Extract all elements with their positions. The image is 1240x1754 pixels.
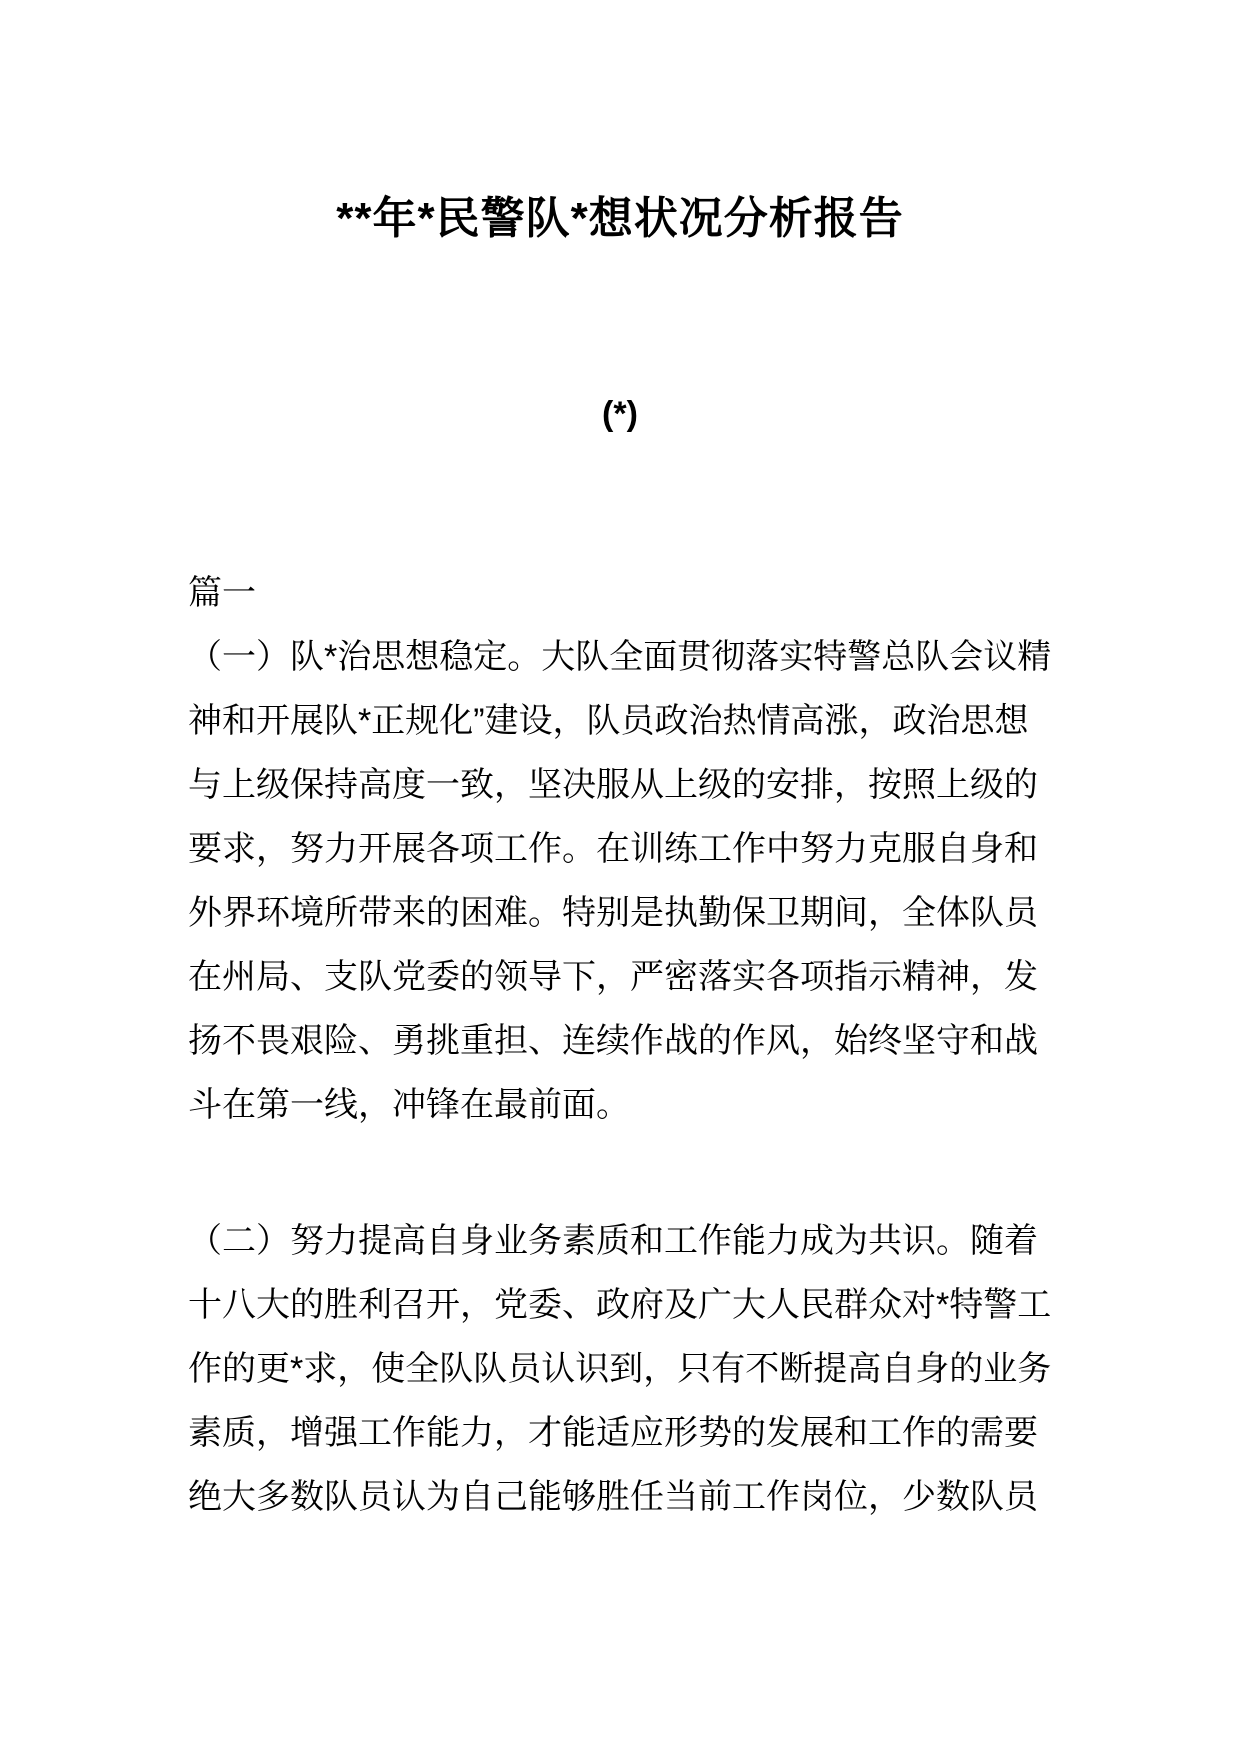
text-line: 外界环境所带来的困难。特别是执勤保卫期间，全体队员 bbox=[188, 894, 1038, 932]
text-line: 素质，增强工作能力，才能适应形势的发展和工作的需要 bbox=[188, 1414, 1038, 1452]
paragraph-1 bbox=[188, 625, 1052, 1137]
text-line: 扬不畏艰险、勇挑重担、连续作战的作风，始终坚守和战 bbox=[188, 1022, 1038, 1060]
document-subtitle: (*) bbox=[602, 395, 638, 433]
text-line: 要求，努力开展各项工作。在训练工作中努力克服自身和 bbox=[188, 830, 1038, 868]
text-line: （一）队*治思想稳定。大队全面贯彻落实特警总队会议精 bbox=[188, 638, 1052, 676]
text-line: 作的更*求，使全队队员认识到，只有不断提高自身的业务 bbox=[188, 1350, 1052, 1388]
text-line: 绝大多数队员认为自己能够胜任当前工作岗位，少数队员 bbox=[188, 1478, 1038, 1516]
text-line: 十八大的胜利召开，党委、政府及广大人民群众对*特警工 bbox=[188, 1286, 1052, 1324]
text-line: 斗在第一线，冲锋在最前面。 bbox=[188, 1086, 630, 1124]
text-line: （二）努力提高自身业务素质和工作能力成为共识。随着 bbox=[188, 1222, 1038, 1260]
text-line: 与上级保持高度一致，坚决服从上级的安排，按照上级的 bbox=[188, 766, 1038, 804]
paragraph-2 bbox=[188, 1209, 1052, 1529]
section-label: 篇一 bbox=[188, 574, 256, 612]
document-title: **年*民警队*想状况分析报告 bbox=[336, 194, 904, 243]
text-line: 在州局、支队党委的领导下，严密落实各项指示精神，发 bbox=[188, 958, 1038, 996]
text-line: 神和开展队*正规化”建设，队员政治热情高涨，政治思想 bbox=[188, 702, 1029, 740]
